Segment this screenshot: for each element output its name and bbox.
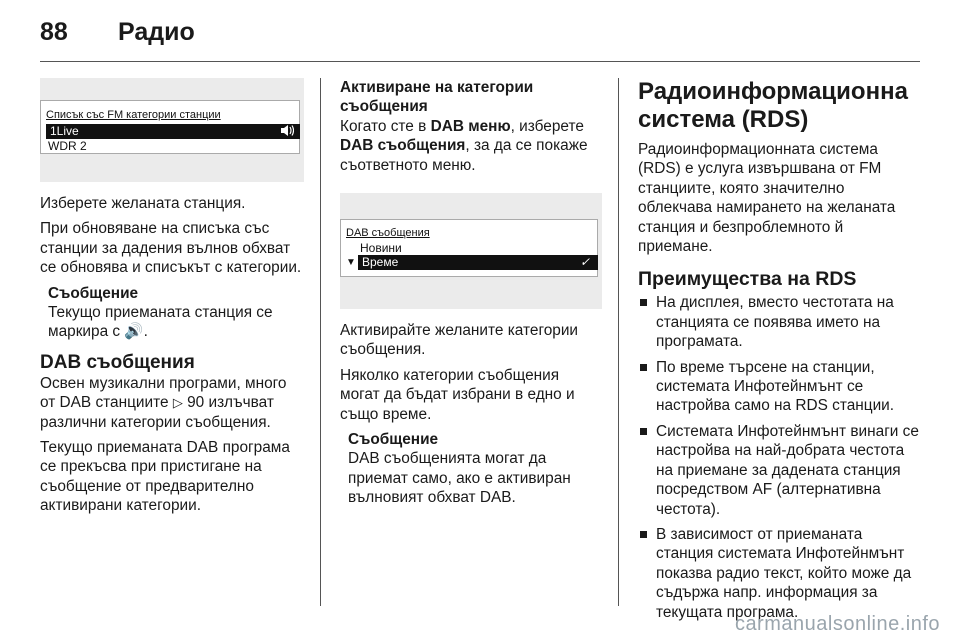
watermark: carmanualsonline.info [734, 613, 940, 635]
list-item: По време търсене на станции, системата Инфотейнмънт се настройва само на RDS станции. [638, 358, 920, 416]
note-title: Съобщение [348, 431, 439, 449]
paragraph: Изберете желаната станция. [40, 195, 246, 212]
page-reference[interactable]: 90 [187, 394, 205, 412]
category-row: Новини [360, 241, 402, 256]
menu-name: DAB меню [430, 117, 511, 135]
paragraph-text: , за да се покаже съответното меню. [340, 137, 588, 174]
note: Съобщение Текущо приеманата станция се маркира с 🔊. [40, 284, 304, 342]
note-text: DAB съобщенията могат да приемат само, ако е активиран вълновият обхват DAB. [348, 450, 571, 507]
column-2 [340, 78, 602, 514]
list-item: На дисплея, вместо честотата на станцията се появява името на програмата. [638, 293, 920, 351]
paragraph-text: , изберете [510, 117, 584, 135]
selected-station-label: 1Live [50, 124, 79, 138]
column-divider-1 [320, 78, 321, 606]
note [340, 430, 602, 508]
paragraph: Радиоинформационната система (RDS) е услуга извършвана от FM станциите, която значително облекчава намирането на желаната станция и безпроблемното й приемане. [638, 141, 896, 256]
list-item: В зависимост от приеманата станция системата Инфотейнмънт показва радио текст, който може да съдържа напр. информация за текущата програма. [638, 525, 920, 622]
selected-category-label: Време [362, 255, 399, 270]
menu-name: DAB съобщения [340, 137, 466, 155]
note-text: Текущо приеманата станция се маркира с [48, 304, 273, 341]
note-title: Съобщение [48, 284, 139, 302]
page-reference-icon: ▷ [172, 395, 183, 411]
header-divider [40, 61, 920, 62]
speaker-icon [280, 124, 294, 141]
paragraph: Текущо приеманата DAB програма се прекъсва при пристигане на съобщение от предварително активирани категории. [40, 439, 290, 515]
paragraph: Няколко категории съобщения могат да бъдат избрани в едно и също време. [340, 366, 575, 423]
dab-announcements-heading: DAB съобщения [40, 351, 195, 373]
column-1 [40, 78, 304, 522]
list-item: Системата Инфотейнмънт винаги се настройва на най-добрата честота на приемане за дадената станция посредством AF (алтернативна честота). [638, 422, 920, 519]
station-row: WDR 2 [48, 139, 87, 153]
paragraph: Активирайте желаните категории съобщения. [340, 322, 579, 359]
rds-advantages-heading: Преимущества на RDS [638, 268, 857, 291]
screen-title: DAB съобщения [346, 227, 430, 240]
advantages-list [638, 293, 920, 622]
page-number: 88 [40, 18, 68, 46]
column-divider-2 [618, 78, 619, 606]
checkmark-icon: ✓ [579, 255, 590, 270]
paragraph: При обновяване на списъка със станции за дадения вълнов обхват се обновява и списъкът с категории. [40, 220, 302, 277]
page-header [40, 12, 920, 52]
activate-categories-heading: Активиране на категории съобщения [340, 79, 534, 116]
paragraph-text: Освен музикални програми, много от DAB станциите [40, 374, 287, 412]
rds-heading: Радиоинформационна система (RDS) [638, 78, 908, 133]
paragraph-text: излъчват различни категории съобщения. [40, 394, 274, 431]
arrow-down-icon: ▼ [346, 257, 356, 269]
dab-announcements-screen [340, 193, 602, 309]
section-title: Радио [118, 18, 195, 46]
selected-category-row [358, 255, 598, 270]
fm-category-screen [40, 78, 304, 182]
screen-title: Списък със FM категории станции [46, 109, 221, 121]
column-3 [638, 78, 920, 628]
speaker-glyph-icon: 🔊 [124, 323, 144, 341]
selected-station-row [46, 124, 300, 139]
paragraph-text: Когато сте в [340, 117, 427, 135]
